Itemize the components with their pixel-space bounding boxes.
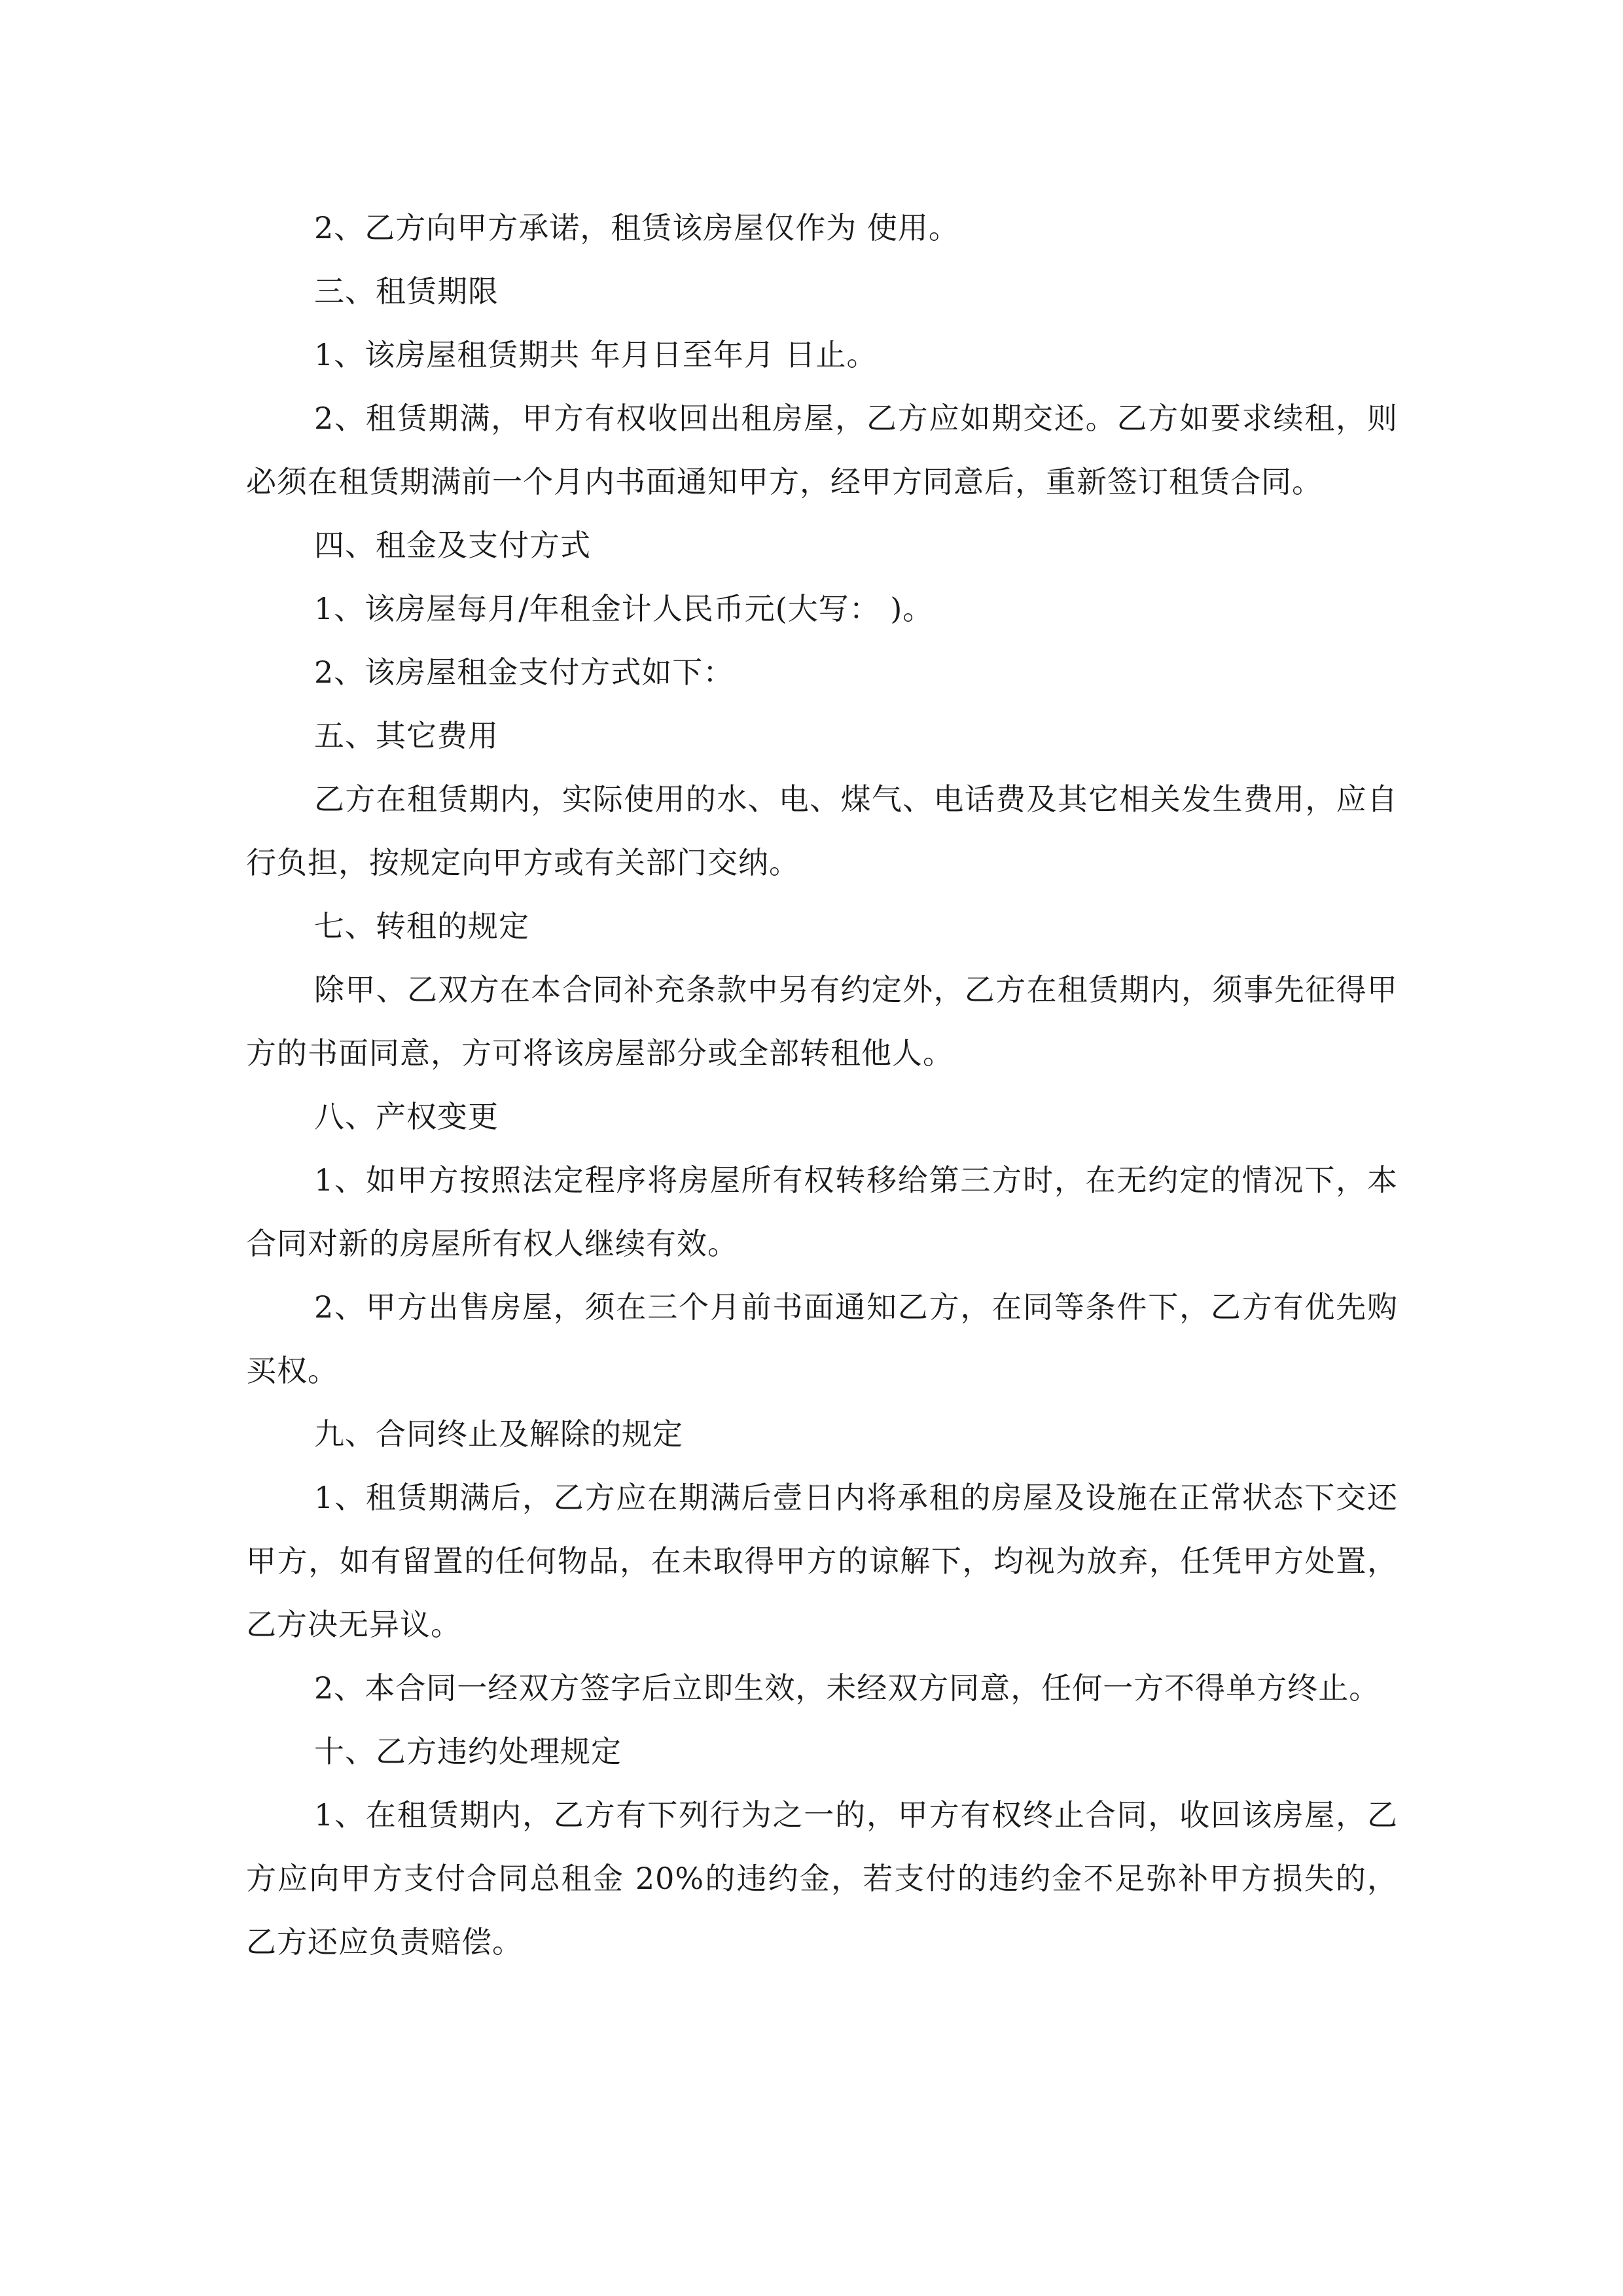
document-body — [246, 196, 1398, 1974]
section-heading: 十、乙方违约处理规定 — [314, 1734, 622, 1769]
clause-paragraph: 1、租赁期满后，乙方应在期满后壹日内将承租的房屋及设施在正常状态下交还甲方，如有留置的任何物品，在未取得甲方的谅解下，均视为放弃，任凭甲方处置，乙方决无异议。 — [246, 1480, 1398, 1642]
clause-paragraph: 1、如甲方按照法定程序将房屋所有权转移给第三方时，在无约定的情况下，本合同对新的房屋所有权人继续有效。 — [246, 1162, 1398, 1261]
section-heading: 九、合同终止及解除的规定 — [314, 1416, 683, 1452]
clause-paragraph: 2、乙方向甲方承诺，租赁该房屋仅作为 使用。 — [314, 210, 959, 245]
clause-paragraph: 2、租赁期满，甲方有权收回出租房屋，乙方应如期交还。乙方如要求续租，则必须在租赁期满前一个月内书面通知甲方，经甲方同意后，重新签订租赁合同。 — [246, 401, 1398, 499]
clause-paragraph: 2、该房屋租金支付方式如下： — [314, 655, 734, 690]
clause-paragraph: 2、甲方出售房屋，须在三个月前书面通知乙方，在同等条件下，乙方有优先购买权。 — [246, 1289, 1398, 1388]
clause-paragraph: 除甲、乙双方在本合同补充条款中另有约定外，乙方在租赁期内，须事先征得甲方的书面同意，方可将该房屋部分或全部转租他人。 — [246, 972, 1398, 1071]
clause-paragraph: 乙方在租赁期内，实际使用的水、电、煤气、电话费及其它相关发生费用，应自行负担，按规定向甲方或有关部门交纳。 — [246, 781, 1398, 880]
clause-paragraph: 1、该房屋租赁期共 年月日至年月 日止。 — [314, 337, 878, 372]
clause-paragraph: 1、该房屋每月/年租金计人民币元(大写： )。 — [314, 591, 934, 626]
section-heading: 四、租金及支付方式 — [314, 528, 591, 563]
clause-paragraph: 2、本合同一经双方签字后立即生效，未经双方同意，任何一方不得单方终止。 — [314, 1670, 1380, 1706]
section-heading: 七、转租的规定 — [314, 908, 529, 944]
section-heading: 八、产权变更 — [314, 1099, 499, 1134]
section-heading: 五、其它费用 — [314, 718, 499, 753]
section-heading: 三、租赁期限 — [314, 274, 499, 309]
clause-paragraph: 1、在租赁期内，乙方有下列行为之一的，甲方有权终止合同，收回该房屋，乙方应向甲方支付合同总租金 20%的违约金，若支付的违约金不足弥补甲方损失的，乙方还应负责赔偿。 — [246, 1797, 1398, 1960]
